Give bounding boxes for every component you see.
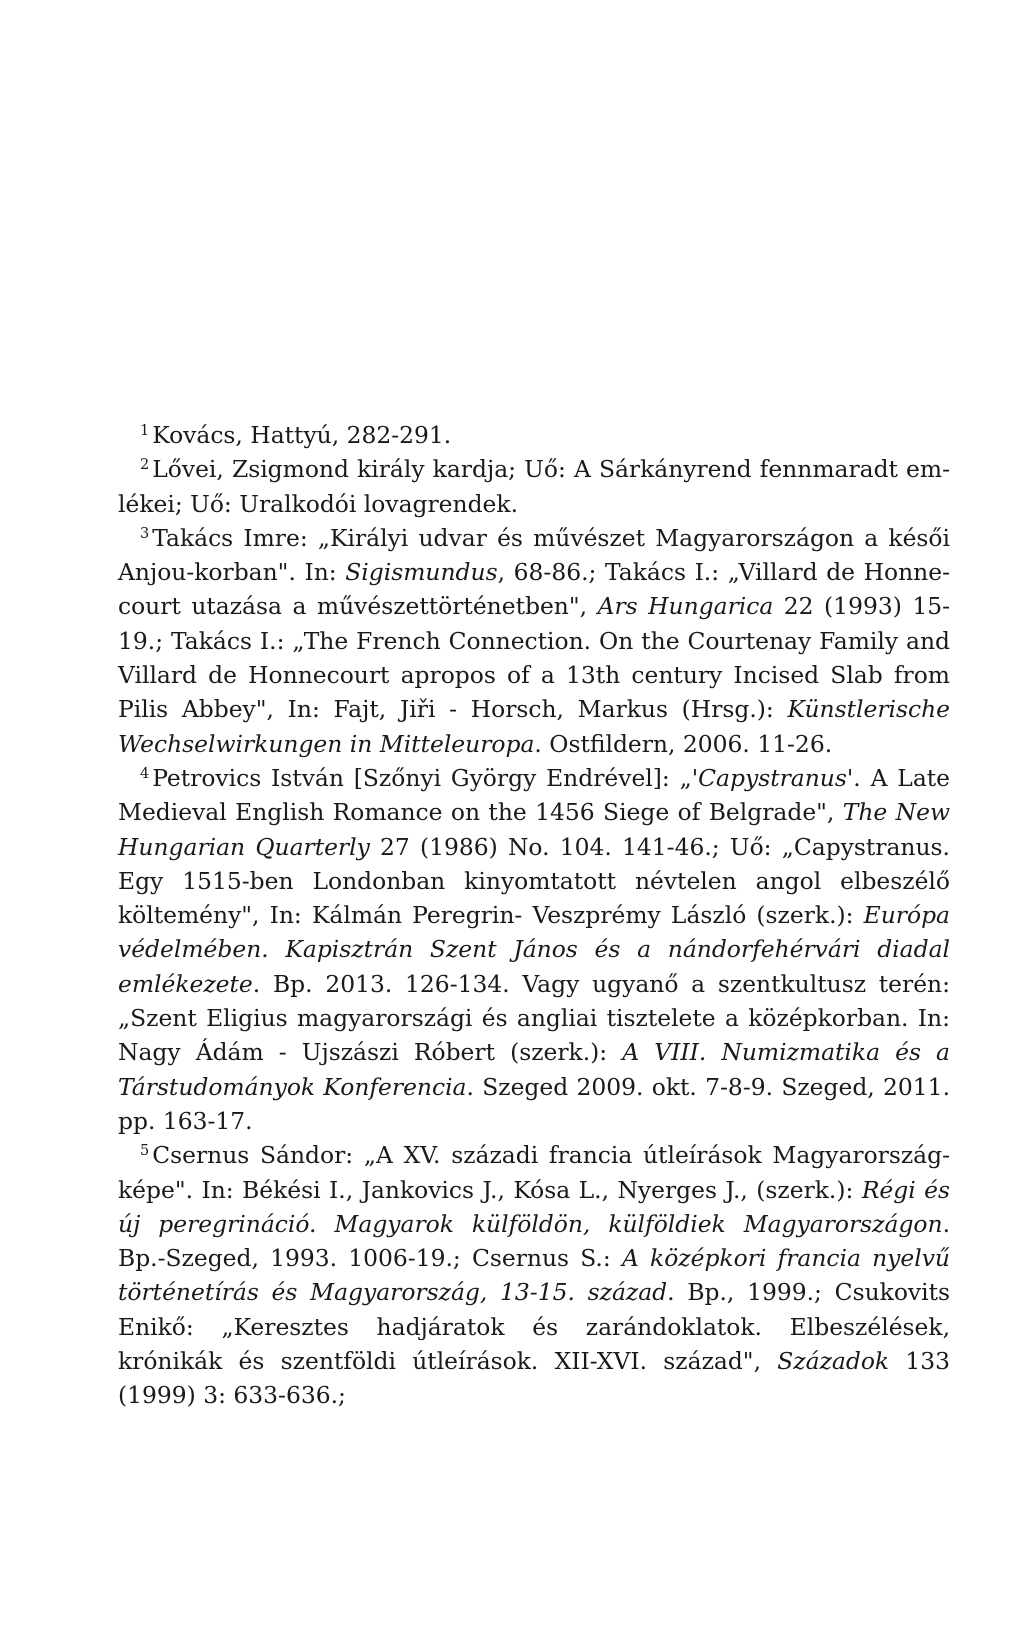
footnote-text: 22 (1993) 15-19.; Takács I.: „The French Connection. On the Courtenay Family and Villard de Honnecourt apropos of a 13th century Incised Slab from Pilis Abbey", In: Fajt, Jiři - Horsch, Markus (Hrsg.):: [118, 592, 950, 724]
italic-title: Ars Hungarica: [597, 592, 774, 621]
italic-title: Századok: [777, 1347, 890, 1376]
italic-title: Európa védelmében. Kapisztrán Szent János és a nándorfehérvári diadal emlékezete: [118, 901, 950, 998]
footnote-text: Petrovics István [Szőnyi György Endrével]: „: [152, 763, 692, 792]
italic-title: A VIII. Numizmatika és a Társtudományok Konferencia: [118, 1038, 950, 1101]
footnote-5: [118, 1138, 950, 1412]
footnote-text: 27 (1986) No. 104. 141-46.; Uő: „Capystranus. Egy 1515-ben Londonban kinyomtatott névtelen angol elbeszélő költemény", In: Kálmán Peregrin- Veszprémy László (szerk.):: [118, 832, 950, 930]
italic-title: A középkori francia nyelvű történetírás és Magyarország, 13-15. század: [118, 1244, 950, 1307]
footnote-text: 133 (1999) 3: 633-636.;: [118, 1347, 950, 1410]
italic-title: The New Hungarian Quarterly: [118, 798, 950, 861]
italic-title: Künstlerische Wechselwirkungen in Mitteleuropa: [118, 695, 950, 758]
footnote-1: [118, 418, 950, 452]
footnote-text: . A Late Medieval English Romance on the 1456 Siege of Belgrade",: [118, 763, 951, 827]
footnote-number: 5: [140, 1143, 150, 1160]
footnote-4: [118, 761, 950, 1138]
footnote-text: . Szeged 2009. okt. 7-8-9. Szeged, 2011. pp. 163-17.: [118, 1072, 950, 1135]
footnote-text: , 68-86.; Takács I.: „Villard de Honnecourt utazása a művészettörténetben",: [118, 558, 950, 621]
italic-title: 'Capystranus': [691, 763, 854, 792]
footnote-text: . Bp.-Szeged, 1993. 1006-19.; Csernus S.:: [118, 1209, 950, 1273]
footnote-text: Kovács, Hattyú, 282-291.: [152, 421, 452, 449]
footnote-text: Lővei, Zsigmond király kardja; Uő: A Sárkányrend fennmaradt emlékei; Uő: Uralkodói lovagrendek.: [118, 455, 950, 518]
footnote-text: Csernus Sándor: „A XV. századi francia útleírások Magyarországképe". In: Békési I., Jankovics J., Kósa L., Nyerges J., (szerk.):: [118, 1141, 950, 1204]
footnote-3: [118, 521, 950, 761]
footnote-text: Takács Imre: „Királyi udvar és művészet Magyarországon a késői Anjou-korban". In:: [118, 523, 950, 587]
footnote-2: [118, 452, 950, 521]
footnote-text: . Ostfildern, 2006. 11-26.: [534, 729, 833, 758]
footnote-number: 4: [140, 766, 150, 782]
footnote-number: 2: [140, 457, 150, 474]
footnotes-block: [118, 418, 950, 1413]
footnote-number: 3: [140, 525, 150, 542]
footnote-text: . Bp. 2013. 126-134. Vagy ugyanő a szentkultusz terén: „Szent Eligius magyarországi és angliai tisztelete a középkorban. In: Nagy Ádám - Ujszászi Róbert (szerk.):: [118, 969, 950, 1067]
footnote-text: . Bp., 1999.; Csukovits Enikő: „Keresztes hadjáratok és zarándoklatok. Elbeszélések, krónikák és szentföldi útleírások. XII-XVI. század",: [118, 1278, 950, 1376]
footnote-number: 1: [140, 423, 150, 440]
italic-title: Régi és új peregrináció. Magyarok külföldön, külföldiek Magyarországon: [118, 1175, 950, 1238]
italic-title: Sigismundus: [345, 558, 498, 587]
